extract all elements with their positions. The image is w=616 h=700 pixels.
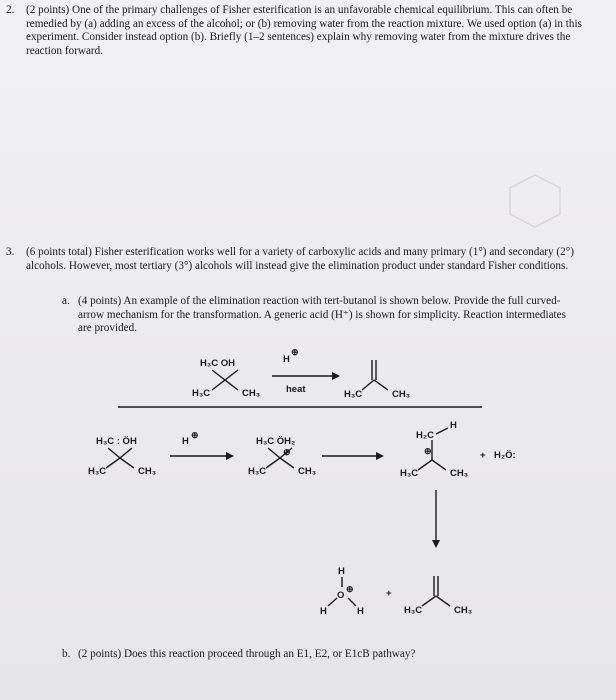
hydronium-right-h: H bbox=[357, 606, 364, 617]
carbocation-methyl-left: H₃C bbox=[400, 468, 419, 479]
q3a-label: a. bbox=[62, 295, 70, 307]
mech-arrow-3-down bbox=[432, 490, 440, 548]
mech-tbuoh-methyl-right: CH₃ bbox=[138, 466, 157, 477]
top-hplus-charge: ⊕ bbox=[291, 347, 299, 357]
show-through-ring bbox=[500, 170, 570, 230]
isobutylene-top-structure bbox=[344, 360, 410, 400]
isobutylene-product-methyl-left: H₃C bbox=[404, 605, 423, 616]
oxonium-structure bbox=[248, 436, 316, 477]
products-plus: + bbox=[386, 588, 392, 599]
tbuoh-right-methyl: CH₃ bbox=[242, 388, 261, 399]
q3a-text: (4 points) An example of the elimination reaction with tert-butanol is shown below. Provide the full curved-arrow mechanism for the transformation. A generic acid (H⁺) is shown for simplicity. Reaction intermediates are provided. bbox=[78, 295, 566, 335]
top-reaction-arrow bbox=[272, 347, 340, 395]
mech-hplus-charge: ⊕ bbox=[191, 430, 199, 440]
mech-arrow-2 bbox=[322, 452, 384, 460]
q2-number: 2. bbox=[6, 4, 15, 16]
q3b-text: (2 points) Does this reaction proceed through an E1, E2, or E1cB pathway? bbox=[78, 648, 416, 660]
q2-text: (2 points) One of the primary challenges of Fisher esterification is an unfavorable chemical equilibrium. This can often be remedied by (a) adding an excess of the alcohol; or (b) removing water from the reaction mixture. We used option (a) in this experiment. Consider instead option (b). Briefly (1–2 sentences) explain why removing water from the mixture drives the reaction forward. bbox=[26, 4, 582, 57]
oxonium-charge: ⊕ bbox=[283, 447, 291, 457]
oxonium-label: H₃C ÖH₂ bbox=[256, 436, 296, 447]
q3-text: (6 points total) Fisher esterification works well for a variety of carboxylic acids and many primary (1°) and secondary (2°) alcohols. However, most tertiary (3°) alcohols will instead give the elimination product under standard Fisher conditions. bbox=[26, 246, 574, 272]
q3b-label: b. bbox=[62, 648, 71, 660]
hydronium-charge: ⊕ bbox=[346, 584, 354, 594]
top-hplus-label: H bbox=[283, 354, 290, 365]
mech-tbuoh-methyl-left: H₃C bbox=[88, 466, 107, 477]
carbocation-h-label: H bbox=[450, 420, 457, 431]
tbuoh-top-label: H₃C OH bbox=[200, 358, 236, 369]
hydronium-top-h: H bbox=[338, 566, 345, 577]
mech-hplus-label: H bbox=[182, 436, 189, 447]
reaction-scheme bbox=[0, 340, 616, 640]
isobutylene-top-methyl-right: CH₃ bbox=[392, 389, 411, 400]
heat-label: heat bbox=[286, 384, 306, 395]
carbocation-structure bbox=[400, 420, 468, 479]
isobutylene-product-methyl-right: CH₃ bbox=[454, 605, 473, 616]
hydronium-o: O bbox=[337, 590, 345, 601]
water-product bbox=[480, 450, 516, 461]
carbocation-charge: ⊕ bbox=[424, 446, 432, 456]
mech-tbuoh-label: H₃C : ÖH bbox=[96, 436, 137, 447]
oxonium-methyl-right: CH₃ bbox=[298, 466, 317, 477]
carbocation-h2c-label: H₂C bbox=[416, 430, 434, 441]
tbuoh-left-methyl: H₃C bbox=[192, 388, 211, 399]
mech-tbuoh-structure bbox=[88, 436, 156, 477]
hydronium-structure bbox=[320, 566, 364, 617]
water-plus: + bbox=[480, 450, 486, 461]
tert-butanol-structure bbox=[192, 358, 260, 399]
mech-arrow-1 bbox=[170, 430, 234, 460]
water-label: H₂Ö: bbox=[494, 450, 516, 461]
isobutylene-product-structure bbox=[404, 576, 472, 616]
oxonium-methyl-left: H₃C bbox=[248, 466, 267, 477]
isobutylene-top-methyl-left: H₃C bbox=[344, 389, 363, 400]
q3-number: 3. bbox=[6, 246, 15, 258]
hydronium-left-h: H bbox=[320, 606, 327, 617]
carbocation-methyl-right: CH₃ bbox=[450, 468, 469, 479]
